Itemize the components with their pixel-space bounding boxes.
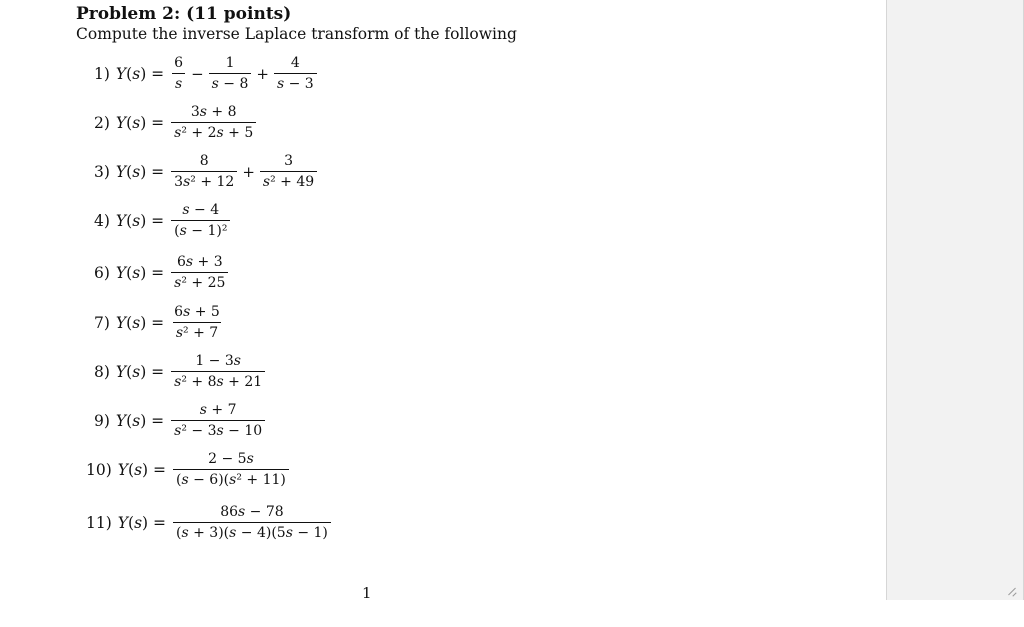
equation-lhs: Y(s) = (117, 461, 167, 479)
numerator: 1 (225, 55, 235, 71)
fraction (171, 304, 223, 342)
fraction (171, 254, 228, 292)
operator: − (191, 65, 204, 83)
numerator: s + 7 (199, 402, 237, 418)
problem-equation (86, 504, 332, 541)
problem-item (0, 504, 886, 541)
right-gutter (886, 0, 1024, 600)
numerator: s − 4 (182, 202, 220, 218)
fraction (171, 104, 256, 142)
problem-label: 4) (94, 212, 110, 230)
fraction (171, 353, 265, 391)
fraction (260, 153, 317, 191)
equation-lhs: Y(s) = (115, 163, 165, 181)
problem-item (0, 55, 886, 92)
problem-item (0, 202, 886, 239)
problem-label: 11) (86, 514, 112, 532)
equation-lhs: Y(s) = (115, 412, 165, 430)
denominator: s² − 3s − 10 (171, 420, 265, 440)
denominator: s − 8 (209, 73, 252, 93)
numerator: 1 − 3s (195, 353, 241, 369)
problem-label: 10) (86, 461, 112, 479)
equation-lhs: Y(s) = (115, 264, 165, 282)
denominator: (s − 6)(s² + 11) (173, 469, 289, 489)
denominator: s² + 25 (171, 272, 228, 292)
denominator: (s + 3)(s − 4)(5s − 1) (173, 522, 331, 542)
equation-lhs: Y(s) = (115, 114, 165, 132)
denominator: s² + 2s + 5 (171, 122, 256, 142)
problem-item (0, 353, 886, 390)
numerator: 3s + 8 (190, 104, 237, 120)
problem-item (0, 153, 886, 190)
problem-equation (86, 451, 290, 488)
problem-equation (94, 202, 231, 239)
denominator: 3s² + 12 (171, 171, 237, 191)
problem-equation (94, 104, 257, 141)
problem-item (0, 304, 886, 341)
numerator: 6 (174, 55, 184, 71)
problem-label: 3) (94, 163, 110, 181)
problem-label: 7) (94, 314, 110, 332)
page-number: 1 (362, 584, 372, 602)
problem-title: Problem 2: (11 points) (76, 4, 292, 24)
equation-lhs: Y(s) = (115, 363, 165, 381)
fraction (209, 55, 252, 93)
problem-equation (94, 254, 229, 291)
fraction (173, 451, 289, 489)
problem-item (0, 254, 886, 291)
equation-lhs: Y(s) = (117, 514, 167, 532)
problem-label: 6) (94, 264, 110, 282)
fraction (171, 402, 265, 440)
denominator: s² + 7 (173, 322, 221, 342)
fraction (274, 55, 317, 93)
denominator: s (172, 73, 185, 93)
equation-lhs: Y(s) = (115, 212, 165, 230)
problem-item (0, 104, 886, 141)
numerator: 6s + 5 (174, 304, 220, 320)
problem-equation (94, 402, 266, 439)
denominator: s² + 49 (260, 171, 317, 191)
denominator: (s − 1)² (171, 220, 230, 240)
problem-label: 9) (94, 412, 110, 430)
equation-lhs: Y(s) = (115, 65, 165, 83)
problem-instruction: Compute the inverse Laplace transform of the following (76, 25, 517, 43)
problem-equation (94, 55, 318, 92)
numerator: 4 (290, 55, 300, 71)
problem-equation (94, 304, 224, 341)
numerator: 86s − 78 (220, 504, 284, 520)
numerator: 2 − 5s (208, 451, 254, 467)
fraction (171, 55, 186, 93)
numerator: 3 (284, 153, 293, 169)
problem-equation (94, 353, 266, 390)
problem-label: 8) (94, 363, 110, 381)
denominator: s² + 8s + 21 (171, 371, 265, 391)
operator: + (242, 163, 255, 181)
resize-handle-icon[interactable] (1007, 586, 1017, 596)
operator: + (256, 65, 269, 83)
denominator: s − 3 (274, 73, 317, 93)
problem-equation (94, 153, 318, 190)
equation-lhs: Y(s) = (115, 314, 165, 332)
numerator: 6s + 3 (176, 254, 223, 270)
fraction (173, 504, 331, 542)
problem-label: 1) (94, 65, 110, 83)
problem-label: 2) (94, 114, 110, 132)
fraction (171, 202, 230, 240)
problem-item (0, 451, 886, 488)
problem-item (0, 402, 886, 439)
numerator: 8 (199, 153, 209, 169)
fraction (171, 153, 237, 191)
